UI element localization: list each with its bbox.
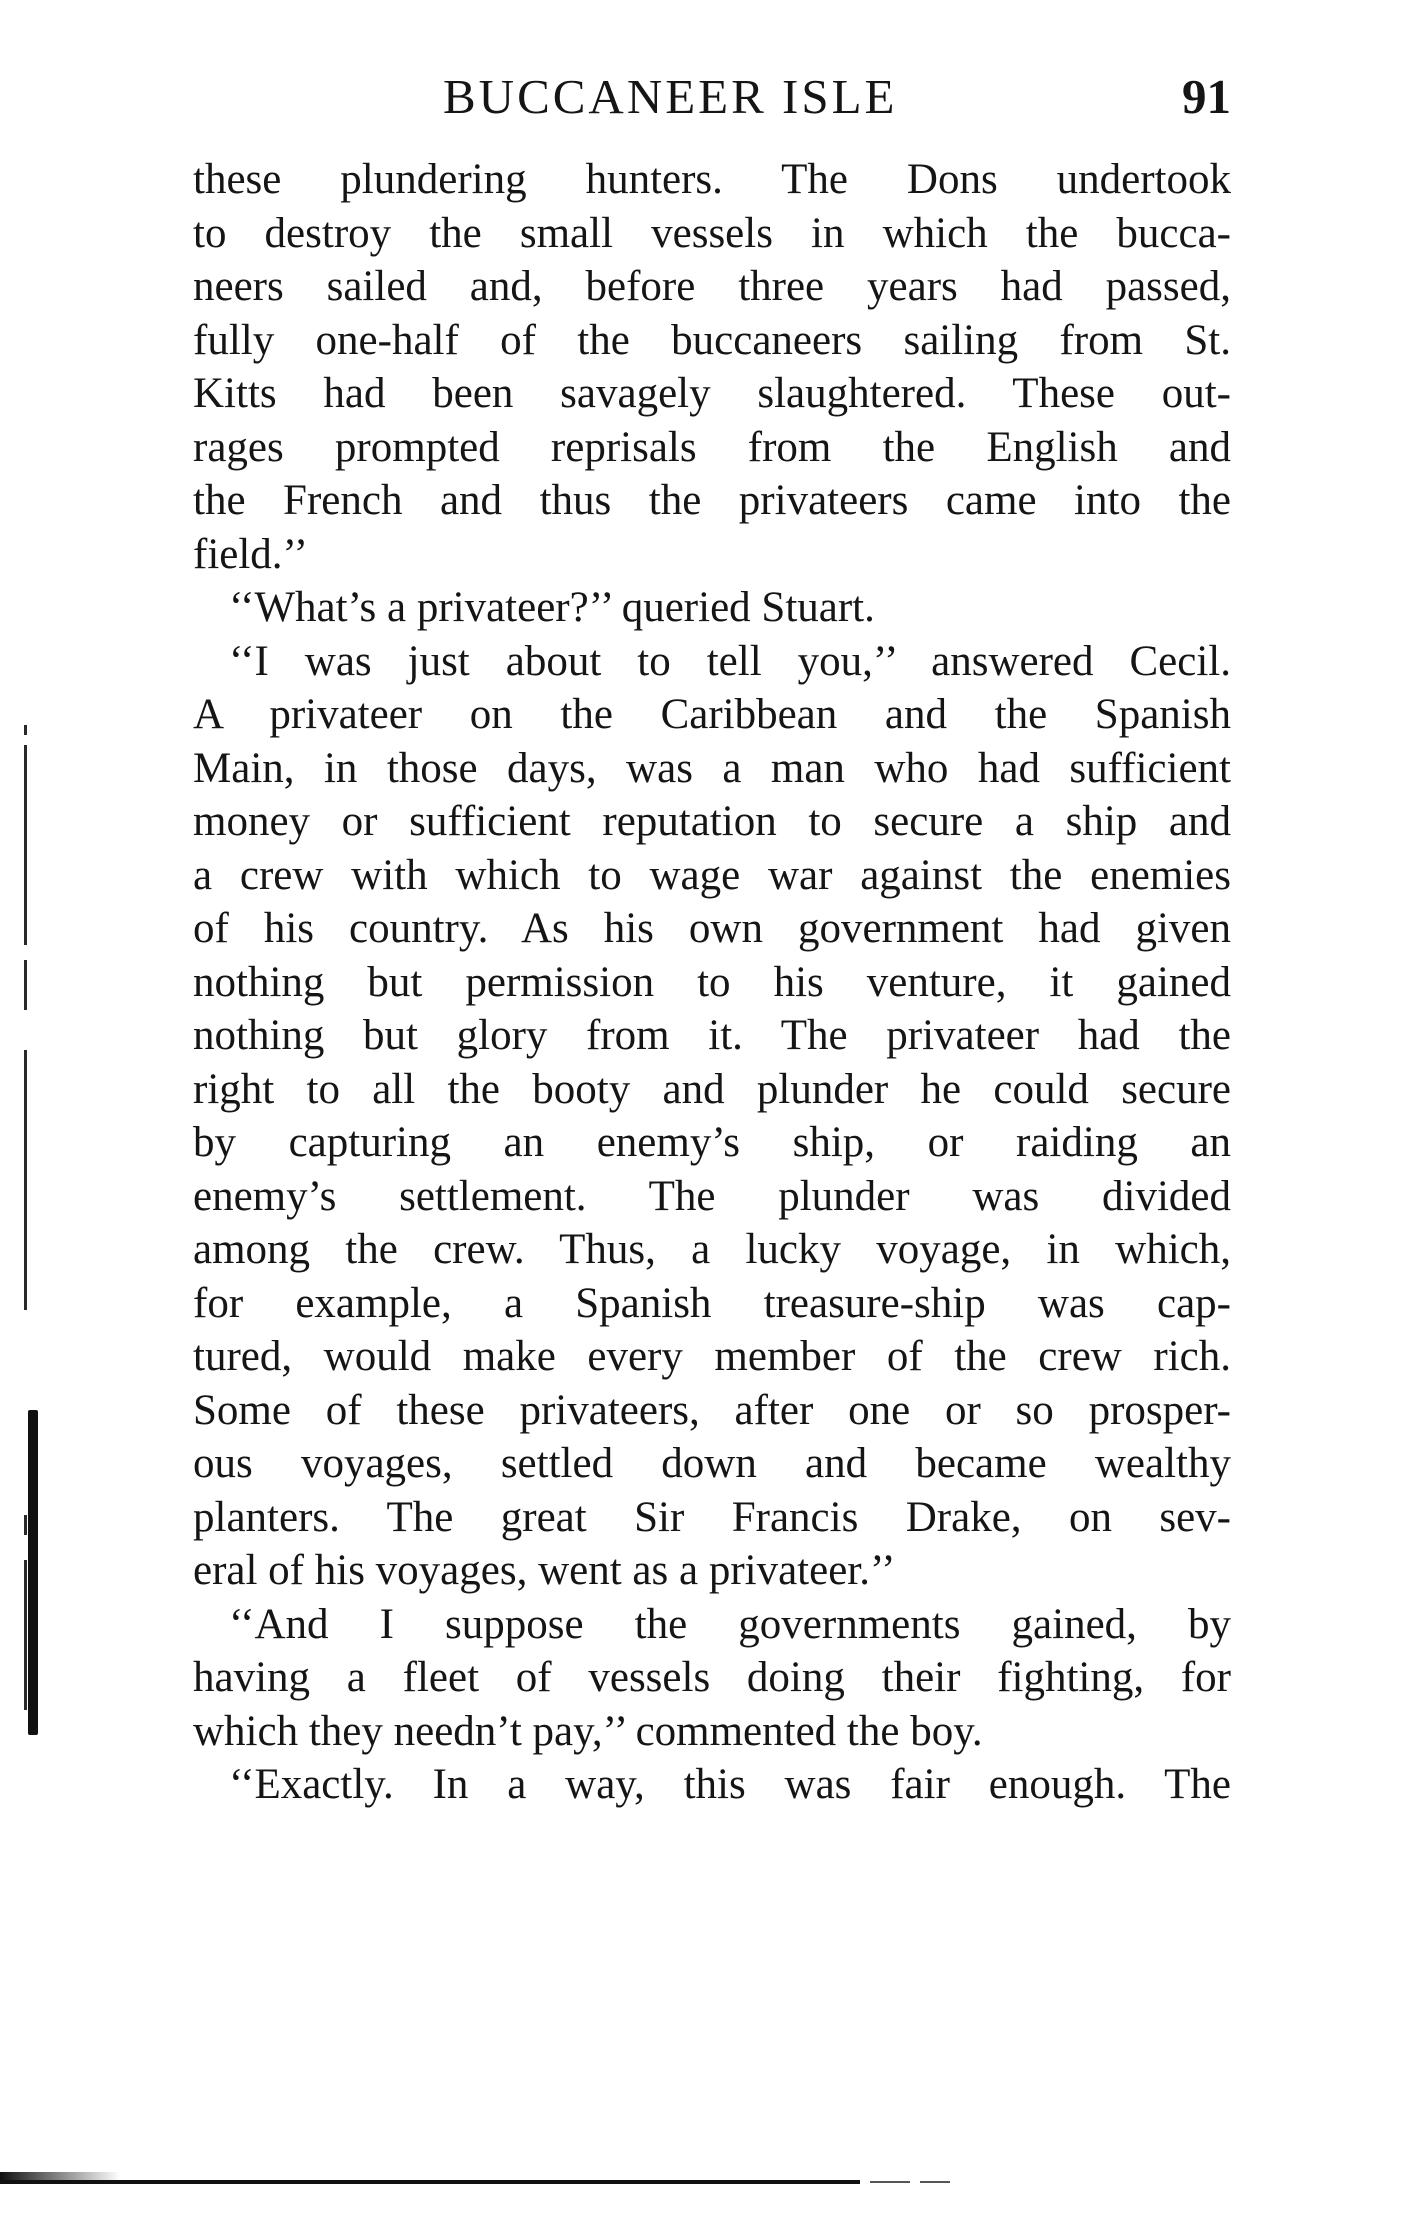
running-head (193, 68, 1231, 124)
text-line: which they needn’t pay,’’ commented the boy. (193, 1707, 983, 1755)
body-text (193, 153, 1231, 1812)
scan-mark (24, 725, 27, 735)
text-line: rages prompted reprisals from the English and (193, 423, 1231, 471)
text-line: by capturing an enemy’s ship, or raiding an (193, 1119, 1231, 1166)
scan-bottom-edge (0, 2180, 860, 2184)
scan-dash (920, 2181, 950, 2183)
text-line: a crew with which to wage war against the enemies (193, 851, 1231, 899)
scan-mark (24, 1515, 27, 1535)
page-number: 91 (1182, 69, 1231, 124)
text-line: among the crew. Thus, a lucky voyage, in which, (193, 1226, 1231, 1273)
text-line: nothing but permission to his venture, it gained (193, 958, 1231, 1006)
scan-edge-bar (28, 1410, 38, 1735)
text-line: A privateer on the Caribbean and the Spanish (193, 691, 1231, 738)
text-line: ‘‘I was just about to tell you,’’ answered Cecil. (229, 637, 1231, 685)
running-title: BUCCANEER ISLE (443, 69, 898, 124)
scan-mark (24, 745, 27, 945)
scan-mark (24, 1050, 27, 1310)
text-line: money or sufficient reputation to secure a ship and (193, 798, 1231, 845)
text-line: neers sailed and, before three years had passed, (193, 263, 1231, 310)
text-line: field.’’ (193, 530, 308, 578)
scan-mark (24, 1560, 27, 1710)
text-line: the French and thus the privateers came into the (193, 477, 1231, 524)
text-line: Kitts had been savagely slaughtered. These out- (193, 370, 1231, 417)
text-line: ous voyages, settled down and became wealthy (193, 1440, 1231, 1487)
text-line: ‘‘And I suppose the governments gained, by (229, 1600, 1231, 1648)
text-line: fully one-half of the buccaneers sailing from St. (193, 316, 1231, 364)
scan-mark (24, 960, 27, 1010)
text-line: of his country. As his own government had given (193, 905, 1231, 952)
text-line: right to all the booty and plunder he could secure (193, 1065, 1231, 1113)
text-line: ‘‘Exactly. In a way, this was fair enough. The (229, 1761, 1231, 1808)
text-line: Main, in those days, was a man who had sufficient (193, 744, 1231, 792)
text-line: having a fleet of vessels doing their fighting, for (193, 1654, 1231, 1701)
text-line: eral of his voyages, went as a privateer.’’ (193, 1547, 896, 1594)
text-line: tured, would make every member of the crew rich. (193, 1333, 1231, 1380)
text-line: for example, a Spanish treasure-ship was cap- (193, 1279, 1231, 1327)
text-line: these plundering hunters. The Dons undertook (193, 156, 1231, 203)
text-line: nothing but glory from it. The privateer had the (193, 1012, 1231, 1059)
scan-dash (870, 2181, 910, 2183)
text-line: planters. The great Sir Francis Drake, on sev- (193, 1493, 1231, 1541)
text-line: enemy’s settlement. The plunder was divided (193, 1172, 1231, 1220)
text-line: ‘‘What’s a privateer?’’ queried Stuart. (229, 584, 875, 631)
text-line: to destroy the small vessels in which the bucca- (193, 209, 1231, 257)
text-line: Some of these privateers, after one or so prosper- (193, 1386, 1231, 1434)
